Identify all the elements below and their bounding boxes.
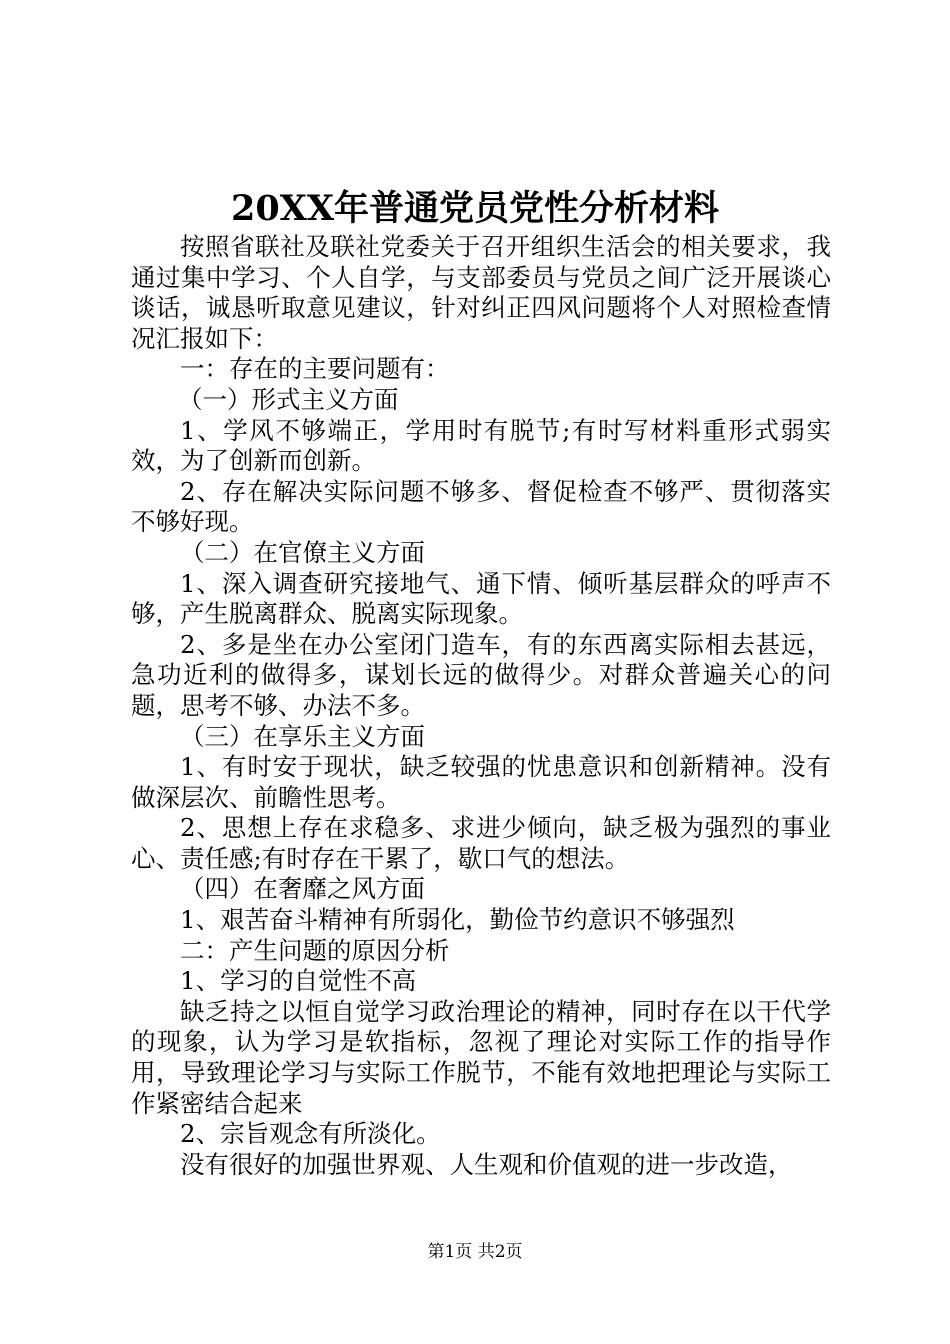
paragraph: 没有很好的加强世界观、人生观和价值观的进一步改造， [180, 1149, 793, 1179]
paragraph: 1、有时安于现状，缺乏较强的忧患意识和创新精神。没有做深层次、前瞻性思考。 [131, 752, 831, 812]
section-heading: 二：产生问题的原因分析 [180, 935, 450, 965]
paragraph: 1、学风不够端正，学用时有脱节;有时写材料重形式弱实效，为了创新而创新。 [131, 415, 831, 476]
paragraph: 一：存在的主要问题有： [180, 354, 450, 384]
paragraph: 按照省联社及联社党委关于召开组织生活会的相关要求，我通过集中学习、个人自学，与支部委员与党员之间广泛开展谈心谈话，诚恳听取意见建议，针对纠正四风问题将个人对照检查情况汇报如下： [131, 232, 831, 353]
document-title: 20XX年普通党员党性分析材料 [230, 188, 720, 229]
paragraph: 缺乏持之以恒自觉学习政治理论的精神，同时存在以干代学的现象，认为学习是软指标，忽视了理论对实际工作的指导作用，导致理论学习与实际工作脱节，不能有效地把理论与实际工作紧密结合起来 [131, 996, 831, 1118]
paragraph: 1、学习的自觉性不高 [180, 966, 417, 996]
page-footer: 第1页 共2页 [427, 1242, 523, 1262]
paragraph: 2、宗旨观念有所淡化。 [180, 1119, 441, 1149]
section-heading: （二）在官僚主义方面 [180, 537, 425, 567]
section-heading: （三）在享乐主义方面 [180, 721, 425, 751]
paragraph: 2、存在解决实际问题不够多、督促检查不够严、贯彻落实不够好现。 [131, 476, 831, 537]
paragraph: 2、多是坐在办公室闭门造车，有的东西离实际相去甚远，急功近利的做得多，谋划长远的做得少。对群众普遍关心的问题，思考不够、办法不多。 [131, 629, 831, 720]
paragraph: 2、思想上存在求稳多、求进少倾向，缺乏极为强烈的事业心、责任感;有时存在干累了，歇口气的想法。 [131, 813, 831, 873]
paragraph: 1、艰苦奋斗精神有所弱化，勤俭节约意识不够强烈 [180, 905, 735, 935]
document-body [131, 232, 831, 1180]
paragraph: 1、深入调查研究接地气、通下情、倾听基层群众的呼声不够，产生脱离群众、脱离实际现象。 [131, 568, 831, 629]
section-heading: （一）形式主义方面 [178, 384, 399, 414]
section-heading: （四）在奢靡之风方面 [180, 874, 425, 904]
